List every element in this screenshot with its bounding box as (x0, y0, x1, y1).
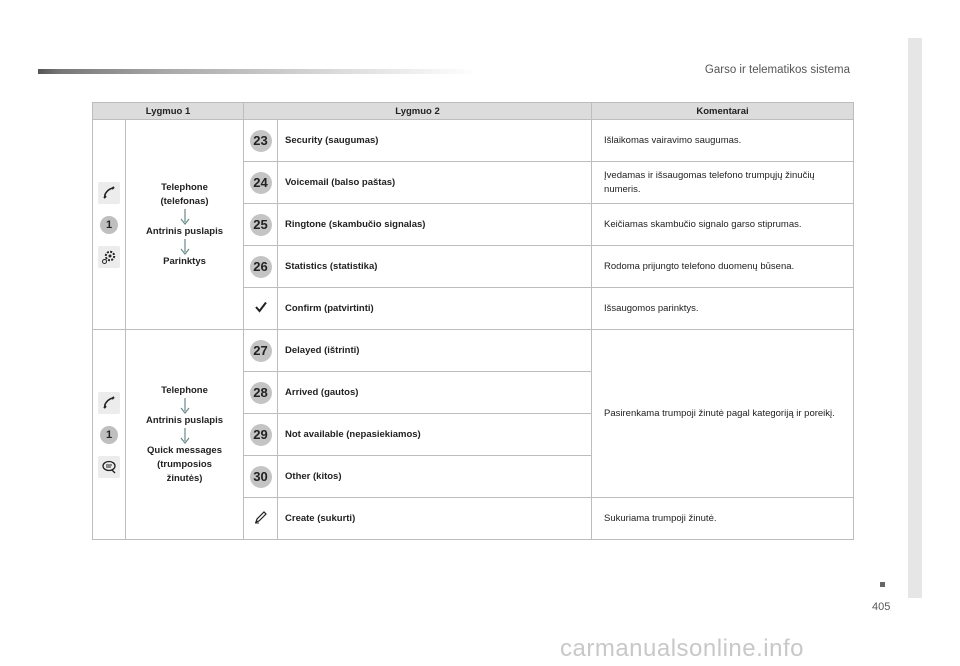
level1-line: Antrinis puslapis (145, 225, 224, 237)
comment-cell: Pasirenkama trumpoji žinutė pagal kategoriją ir poreikį. (592, 330, 854, 498)
level2-label: Voicemail (balso paštas) (278, 162, 592, 204)
column-header: Lygmuo 1 (93, 103, 244, 120)
level2-label: Statistics (statistika) (278, 246, 592, 288)
header-decor-bar (38, 69, 478, 74)
menu-number-badge: 29 (250, 424, 272, 446)
arrow-down-icon (180, 239, 190, 255)
comment-cell: Sukuriama trumpoji žinutė. (592, 498, 854, 540)
comment-cell: Rodoma prijungto telefono duomenų būsena. (592, 246, 854, 288)
column-header: Komentarai (592, 103, 854, 120)
level2-label: Confirm (patvirtinti) (278, 288, 592, 330)
page-marker (880, 582, 885, 587)
table-row (93, 330, 854, 372)
level2-label: Arrived (gautos) (278, 372, 592, 414)
level2-label: Create (sukurti) (278, 498, 592, 540)
level1-line: (trumposios (157, 458, 212, 470)
level1-line: Quick messages (147, 444, 222, 456)
page-edge-strip (908, 38, 922, 598)
level1-line: (telefonas) (160, 195, 209, 207)
table-row (93, 120, 854, 162)
level2-label: Not available (nepasiekiamos) (278, 414, 592, 456)
menu-table (92, 102, 854, 540)
comment-cell: Įvedamas ir išsaugomas telefono trumpųjų žinučių numeris. (592, 162, 854, 204)
level1-icons-cell (93, 330, 126, 540)
pencil-icon (254, 510, 268, 524)
level1-label-cell (126, 120, 244, 330)
level2-label: Security (saugumas) (278, 120, 592, 162)
level1-badge: 1 (100, 426, 118, 444)
comment-cell: Išsaugomos parinktys. (592, 288, 854, 330)
phone-handset-icon (98, 182, 120, 204)
level2-label: Ringtone (skambučio signalas) (278, 204, 592, 246)
level2-label: Other (kitos) (278, 456, 592, 498)
comment-cell: Išlaikomas vairavimo saugumas. (592, 120, 854, 162)
column-header: Lygmuo 2 (244, 103, 592, 120)
checkmark-icon (255, 301, 267, 313)
level1-line: Telephone (161, 384, 208, 396)
page-number: 405 (872, 601, 891, 613)
level2-label: Delayed (ištrinti) (278, 330, 592, 372)
phone-handset-icon (98, 392, 120, 414)
menu-number-badge: 28 (250, 382, 272, 404)
level1-line: Antrinis puslapis (145, 414, 224, 426)
menu-number-badge: 25 (250, 214, 272, 236)
menu-number-badge: 27 (250, 340, 272, 362)
page-header-title: Garso ir telematikos sistema (704, 64, 850, 76)
level1-icons-cell (93, 120, 126, 330)
watermark: carmanualsonline.info (560, 635, 804, 662)
comment-cell: Keičiamas skambučio signalo garso stiprumas. (592, 204, 854, 246)
arrow-down-icon (180, 209, 190, 225)
arrow-down-icon (180, 428, 190, 444)
level1-line: Telephone (161, 181, 208, 193)
menu-number-badge: 24 (250, 172, 272, 194)
menu-number-badge: 23 (250, 130, 272, 152)
arrow-down-icon (180, 398, 190, 414)
gear-settings-icon (98, 246, 120, 268)
message-bubble-icon (98, 456, 120, 478)
table-header-row (93, 103, 854, 120)
menu-number-badge: 30 (250, 466, 272, 488)
menu-number-badge: 26 (250, 256, 272, 278)
level1-line: žinutės) (166, 472, 203, 484)
level1-badge: 1 (100, 216, 118, 234)
level1-line: Parinktys (163, 255, 206, 267)
level1-label-cell (126, 330, 244, 540)
